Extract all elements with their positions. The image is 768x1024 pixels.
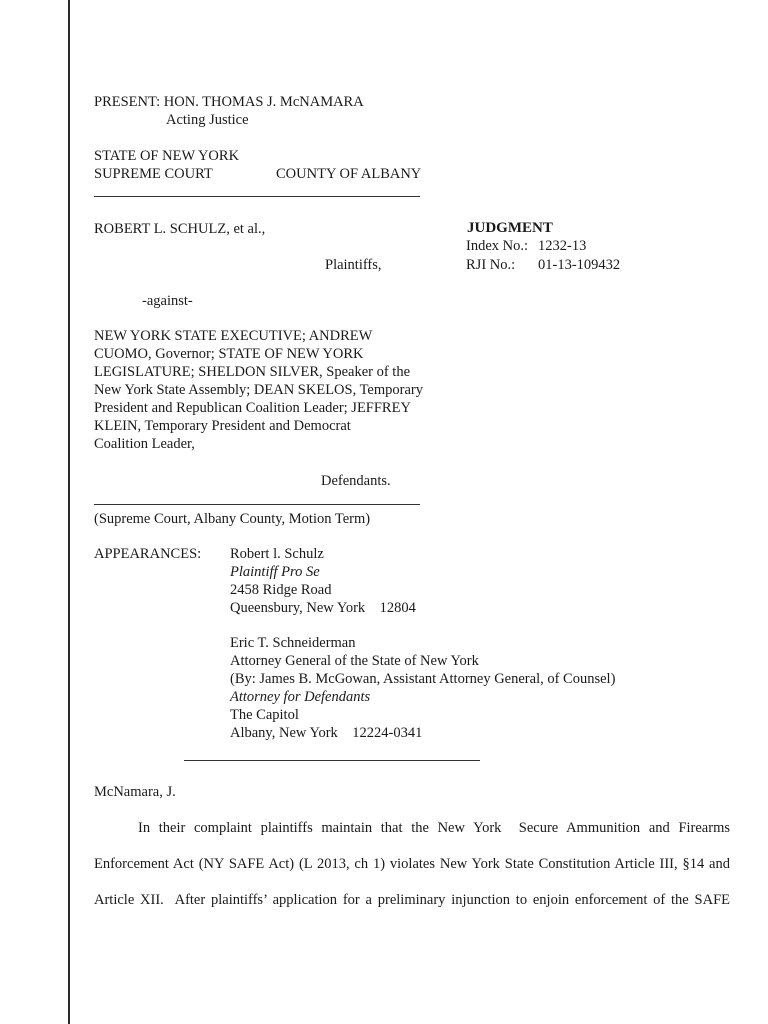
page-left-margin-line xyxy=(68,0,70,1024)
present-judge-title: Acting Justice xyxy=(166,112,249,128)
opinion-line: Article XII. After plaintiffs’ application for a preliminary injunction to enjoin enforcement of the SAFE xyxy=(94,892,730,908)
defendant-address-line: The Capitol xyxy=(230,707,299,723)
caption-bottom-rule xyxy=(94,504,420,505)
opinion-line: In their complaint plaintiffs maintain that the New York Secure Ammunition and Firearms xyxy=(138,820,730,836)
opinion-paragraph xyxy=(94,819,730,837)
plaintiff-address-line: Queensbury, New York 12804 xyxy=(230,600,416,616)
court-name: SUPREME COURT xyxy=(94,166,213,182)
opinion-paragraph-cont xyxy=(94,891,730,909)
plaintiff-counsel-role: Plaintiff Pro Se xyxy=(230,564,320,580)
opinion-author: McNamara, J. xyxy=(94,784,176,800)
motion-term: (Supreme Court, Albany County, Motion Term) xyxy=(94,511,371,527)
defendant-address-line: Albany, New York 12224-0341 xyxy=(230,725,423,741)
present-judge-line: PRESENT: HON. THOMAS J. McNAMARA xyxy=(94,94,364,110)
caption-defendants-line: LEGISLATURE; SHELDON SILVER, Speaker of the xyxy=(94,364,411,380)
defendant-counsel-role: Attorney for Defendants xyxy=(230,689,371,705)
defendant-counsel-by: (By: James B. McGowan, Assistant Attorney General, of Counsel) xyxy=(230,671,616,687)
caption-defendants-line: KLEIN, Temporary President and Democrat xyxy=(94,418,351,434)
caption-plaintiff: ROBERT L. SCHULZ, et al., xyxy=(94,221,266,237)
index-number-value: 1232-13 xyxy=(538,238,587,254)
caption-defendants-label: Defendants. xyxy=(321,473,391,489)
defendant-counsel-name: Eric T. Schneiderman xyxy=(230,635,356,651)
caption-defendants-line: Coalition Leader, xyxy=(94,436,195,452)
plaintiff-address-line: 2458 Ridge Road xyxy=(230,582,332,598)
opinion-paragraph-cont xyxy=(94,855,730,873)
caption-defendants-line: NEW YORK STATE EXECUTIVE; ANDREW xyxy=(94,328,373,344)
plaintiff-counsel-name: Robert l. Schulz xyxy=(230,546,324,562)
caption-defendants-line: President and Republican Coalition Leader; JEFFREY xyxy=(94,400,411,416)
judgment-title: JUDGMENT xyxy=(467,220,553,236)
caption-defendants-line: New York State Assembly; DEAN SKELOS, Temporary xyxy=(94,382,423,398)
caption-plaintiffs-label: Plaintiffs, xyxy=(325,257,382,273)
rji-number-label: RJI No.: xyxy=(466,257,516,273)
defendant-counsel-title: Attorney General of the State of New York xyxy=(230,653,479,669)
court-county: COUNTY OF ALBANY xyxy=(276,166,422,182)
rji-number-value: 01-13-109432 xyxy=(538,257,621,273)
appearances-bottom-rule xyxy=(184,760,480,761)
court-state: STATE OF NEW YORK xyxy=(94,148,240,164)
appearances-label: APPEARANCES: xyxy=(94,546,202,562)
caption-against: -against- xyxy=(142,293,193,309)
caption-top-rule xyxy=(94,196,420,197)
caption-defendants-line: CUOMO, Governor; STATE OF NEW YORK xyxy=(94,346,364,362)
index-number-label: Index No.: xyxy=(466,238,529,254)
opinion-line: Enforcement Act (NY SAFE Act) (L 2013, ch 1) violates New York State Constitution Article III, §14 and xyxy=(94,856,730,872)
